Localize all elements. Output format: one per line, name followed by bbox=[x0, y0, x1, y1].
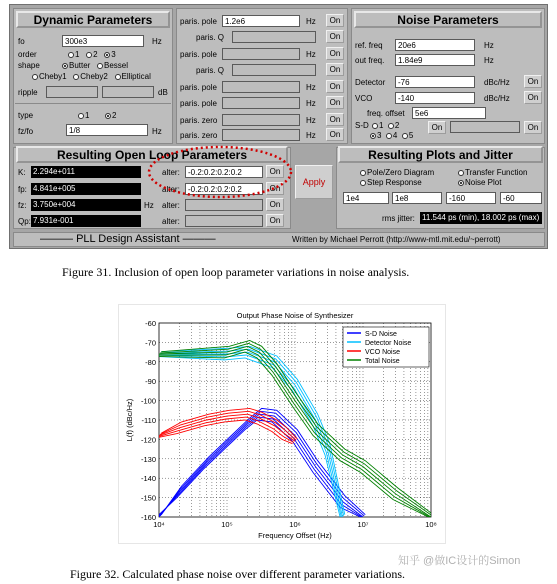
watermark: 知乎 @做IC设计的Simon bbox=[398, 555, 521, 567]
shape-radio-row-2[interactable] bbox=[32, 72, 151, 82]
paris-q-2-input[interactable] bbox=[232, 64, 316, 76]
sd-label: S-D bbox=[355, 121, 369, 130]
ripple-input-2[interactable] bbox=[102, 86, 154, 98]
shape-radio-butter[interactable] bbox=[62, 63, 68, 69]
pole-zero-option-label: Pole/Zero Diagram bbox=[367, 168, 435, 177]
fz-unit: Hz bbox=[144, 201, 154, 210]
ref-freq-input[interactable]: 20e6 bbox=[395, 39, 475, 51]
fp-label: fp: bbox=[18, 185, 27, 194]
x-axis-label: Frequency Offset (Hz) bbox=[258, 531, 332, 540]
alter-3-input[interactable] bbox=[185, 199, 263, 211]
pll-design-assistant-window bbox=[9, 4, 548, 249]
paris-pole-4-unit: Hz bbox=[306, 99, 316, 108]
results-title: Resulting Plots and Jitter bbox=[338, 146, 543, 163]
shape-radio-bessel[interactable] bbox=[97, 63, 103, 69]
paris-zero-2-on-button[interactable]: On bbox=[326, 128, 344, 141]
fz-fo-unit: Hz bbox=[152, 127, 162, 136]
paris-q-2-label: paris. Q bbox=[196, 66, 225, 75]
paris-q-1-label: paris. Q bbox=[196, 33, 225, 42]
x-tick-label: 10⁸ bbox=[425, 520, 437, 529]
paris-pole-3-label: paris. pole bbox=[180, 83, 217, 92]
range-fmin-input[interactable]: 1e4 bbox=[343, 192, 389, 204]
sd-option-1: 1 bbox=[379, 121, 384, 130]
legend-entry: Detector Noise bbox=[365, 340, 412, 347]
sd-on-button-2[interactable]: On bbox=[524, 121, 542, 134]
paris-q-2-on-button[interactable]: On bbox=[326, 63, 344, 76]
order-radio-1[interactable] bbox=[68, 52, 74, 58]
noise-plot-radio[interactable] bbox=[458, 180, 464, 186]
paris-pole-3-on-button[interactable]: On bbox=[326, 80, 344, 93]
y-tick-label: -80 bbox=[145, 357, 156, 367]
k-value: 2.294e+011 bbox=[31, 166, 141, 178]
pole-zero-option[interactable] bbox=[360, 168, 434, 178]
qp-label: Qp: bbox=[18, 217, 31, 226]
paris-pole-2-unit: Hz bbox=[306, 50, 316, 59]
fo-unit: Hz bbox=[152, 37, 162, 46]
vco-on-button[interactable]: On bbox=[524, 91, 542, 104]
paris-zero-2-unit: Hz bbox=[306, 131, 316, 140]
y-tick-label: -70 bbox=[145, 338, 156, 348]
noise-plot-option[interactable] bbox=[458, 178, 501, 188]
type-label: type bbox=[18, 111, 34, 120]
paris-pole-2-label: paris. pole bbox=[180, 50, 217, 59]
shape-option-cheby1: Cheby1 bbox=[39, 72, 67, 81]
figure-31-caption: Figure 31. Inclusion of open loop parameter variations in noise analysis. bbox=[62, 265, 410, 279]
y-axis-label: L(f) (dBc/Hz) bbox=[125, 398, 134, 442]
detector-on-button[interactable]: On bbox=[524, 75, 542, 88]
sd-radio-1[interactable] bbox=[372, 123, 378, 129]
y-tick-label: -140 bbox=[140, 474, 156, 484]
highlight-ellipse bbox=[146, 144, 296, 200]
alter-2-input[interactable]: -0.2:0.2:0.2:0.2 bbox=[185, 183, 263, 195]
alter-2-on-button[interactable]: On bbox=[266, 182, 284, 195]
detector-input[interactable]: -76 bbox=[395, 76, 475, 88]
sd-option-4: 4 bbox=[392, 131, 398, 140]
pole-zero-radio[interactable] bbox=[360, 170, 366, 176]
fp-value: 4.841e+005 bbox=[31, 183, 141, 195]
y-tick-label: -90 bbox=[145, 377, 156, 387]
alter-1-label: alter: bbox=[162, 168, 180, 177]
sd-radio-row-1[interactable] bbox=[372, 121, 399, 131]
alter-2-label: alter: bbox=[162, 185, 180, 194]
sd-radio-2[interactable] bbox=[388, 123, 394, 129]
fz-fo-label: fz/fo bbox=[18, 127, 34, 136]
paris-pole-1-on-button[interactable]: On bbox=[326, 14, 344, 27]
paris-pole-2-on-button[interactable]: On bbox=[326, 47, 344, 60]
fz-value: 3.750e+004 bbox=[31, 199, 141, 211]
order-radio-2[interactable] bbox=[86, 52, 92, 58]
fo-label: fo bbox=[18, 37, 25, 46]
paris-zero-1-on-button[interactable]: On bbox=[326, 113, 344, 126]
step-option[interactable] bbox=[360, 178, 422, 188]
alter-3-label: alter: bbox=[162, 201, 180, 210]
alter-4-input[interactable] bbox=[185, 215, 263, 227]
paris-pole-1-input[interactable]: 1.2e6 bbox=[222, 15, 300, 27]
y-tick-label: -100 bbox=[140, 396, 156, 406]
sd-on-button[interactable]: On bbox=[428, 121, 446, 134]
y-tick-label: -110 bbox=[141, 416, 156, 425]
paris-pole-1-label: paris. pole bbox=[180, 17, 217, 26]
paris-pole-4-label: paris. pole bbox=[180, 99, 217, 108]
shape-option-cheby2: Cheby2 bbox=[80, 72, 108, 81]
shape-radio-cheby2[interactable] bbox=[73, 74, 79, 80]
shape-option-butter: Butter bbox=[69, 61, 91, 70]
sd-radio-row-2[interactable] bbox=[370, 131, 413, 141]
type-radio-1[interactable] bbox=[78, 113, 84, 119]
type-option-1: 1 bbox=[85, 111, 90, 120]
transfer-option[interactable] bbox=[458, 168, 527, 178]
footer-author: Written by Michael Perrott (http://www-mtl.mit.edu/~perrott) bbox=[292, 235, 501, 244]
footer-title: ——— PLL Design Assistant ——— bbox=[40, 233, 216, 245]
dynamic-parameters-title: Dynamic Parameters bbox=[16, 11, 170, 28]
k-label: K: bbox=[18, 168, 26, 177]
shape-radio-elliptical[interactable] bbox=[115, 74, 121, 80]
y-tick-label: -150 bbox=[140, 493, 156, 503]
legend-entry: VCO Noise bbox=[365, 349, 401, 356]
ref-freq-unit: Hz bbox=[484, 41, 494, 50]
transfer-radio[interactable] bbox=[458, 170, 464, 176]
rms-jitter-value: 11.544 ps (min), 18.002 ps (max) bbox=[420, 212, 542, 224]
y-tick-label: -60 bbox=[145, 319, 156, 328]
order-option-1: 1 bbox=[75, 50, 80, 59]
vco-label: VCO bbox=[355, 94, 373, 103]
range-ymin-input[interactable]: -160 bbox=[446, 192, 496, 204]
ref-freq-label: ref. freq bbox=[355, 41, 383, 50]
shape-option-elliptical: Elliptical bbox=[121, 72, 151, 81]
x-tick-label: 10⁴ bbox=[153, 520, 165, 529]
type-option-2: 2 bbox=[112, 111, 117, 120]
order-option-3: 3 bbox=[111, 50, 116, 59]
alter-3-on-button[interactable]: On bbox=[266, 198, 284, 211]
qp-value: 7.931e-001 bbox=[31, 215, 141, 227]
fz-fo-input[interactable]: 1/8 bbox=[66, 124, 148, 136]
ripple-input[interactable] bbox=[46, 86, 98, 98]
open-loop-title: Resulting Open Loop Parameters bbox=[16, 146, 288, 163]
out-freq-label: out freq. bbox=[355, 56, 385, 65]
noise-parameters-title: Noise Parameters bbox=[354, 11, 542, 28]
fz-label: fz: bbox=[18, 201, 27, 210]
freq-offset-input[interactable]: 5e6 bbox=[412, 107, 486, 119]
shape-radio-cheby1[interactable] bbox=[32, 74, 38, 80]
paris-pole-4-input[interactable] bbox=[222, 97, 300, 109]
paris-pole-1-unit: Hz bbox=[306, 17, 316, 26]
shape-radio-row-1[interactable] bbox=[62, 61, 128, 71]
shape-label: shape bbox=[18, 61, 40, 70]
paris-q-1-input[interactable] bbox=[232, 31, 316, 43]
ripple-label: ripple bbox=[18, 88, 38, 97]
phase-noise-chart bbox=[119, 305, 445, 543]
alter-1-input[interactable]: -0.2:0.2:0.2:0.2 bbox=[185, 166, 263, 178]
paris-zero-2-label: paris. zero bbox=[180, 131, 218, 140]
freq-offset-label: freq. offset bbox=[367, 109, 405, 118]
sd-radio-3[interactable] bbox=[370, 133, 376, 139]
ripple-unit: dB bbox=[158, 88, 168, 97]
alter-1-on-button[interactable]: On bbox=[266, 165, 284, 178]
vco-unit: dBc/Hz bbox=[484, 94, 510, 103]
x-tick-label: 10⁶ bbox=[289, 520, 301, 529]
paris-zero-2-input[interactable] bbox=[222, 129, 300, 141]
highlight-ellipse-shape bbox=[149, 147, 291, 197]
shape-option-bessel: Bessel bbox=[104, 61, 129, 70]
y-tick-label: -120 bbox=[140, 435, 156, 445]
paris-pole-3-input[interactable] bbox=[222, 81, 300, 93]
legend-entry: Total Noise bbox=[365, 358, 400, 365]
range-ymax-input[interactable]: -60 bbox=[500, 192, 542, 204]
noise-plot-option-label: Noise Plot bbox=[465, 178, 502, 187]
paris-zero-1-unit: Hz bbox=[306, 116, 316, 125]
sd-radio-5[interactable] bbox=[402, 133, 408, 139]
alter-4-label: alter: bbox=[162, 217, 180, 226]
out-freq-input[interactable]: 1.84e9 bbox=[395, 54, 475, 66]
step-option-label: Step Response bbox=[367, 178, 422, 187]
alter-4-on-button[interactable]: On bbox=[266, 214, 284, 227]
order-label: order bbox=[18, 50, 37, 59]
sd-radio-4[interactable] bbox=[386, 133, 392, 139]
apply-button[interactable]: Apply bbox=[295, 165, 333, 199]
figure-32-caption: Figure 32. Calculated phase noise over different parameter variations. bbox=[70, 567, 405, 581]
detector-label: Detector bbox=[355, 78, 386, 87]
footer-title-text: PLL Design Assistant bbox=[76, 233, 180, 245]
sd-option-3: 3 bbox=[377, 131, 382, 140]
order-option-2: 2 bbox=[93, 50, 98, 59]
paris-pole-3-unit: Hz bbox=[306, 83, 316, 92]
out-freq-unit: Hz bbox=[484, 56, 494, 65]
legend-entry: S-D Noise bbox=[365, 331, 397, 338]
y-tick-label: -160 bbox=[140, 513, 156, 522]
sd-option-2: 2 bbox=[394, 121, 400, 130]
paris-zero-1-input[interactable] bbox=[222, 114, 300, 126]
type-radio-group[interactable] bbox=[78, 111, 116, 121]
dynamic-divider bbox=[15, 103, 171, 104]
type-radio-2[interactable] bbox=[105, 113, 111, 119]
paris-zero-1-label: paris. zero bbox=[180, 116, 218, 125]
detector-unit: dBc/Hz bbox=[484, 78, 510, 87]
x-tick-label: 10⁷ bbox=[357, 520, 369, 529]
paris-pole-4-on-button[interactable]: On bbox=[326, 96, 344, 109]
order-radio-3[interactable] bbox=[104, 52, 110, 58]
paris-pole-2-input[interactable] bbox=[222, 48, 300, 60]
rms-jitter-label: rms jitter: bbox=[382, 214, 415, 223]
fo-input[interactable]: 300e3 bbox=[62, 35, 144, 47]
transfer-option-label: Transfer Function bbox=[465, 168, 528, 177]
x-tick-label: 10⁵ bbox=[221, 520, 233, 529]
step-radio[interactable] bbox=[360, 180, 366, 186]
order-radio-group[interactable] bbox=[68, 50, 116, 60]
vco-input[interactable]: -140 bbox=[395, 92, 475, 104]
sd-input[interactable] bbox=[450, 121, 520, 133]
phase-noise-figure bbox=[118, 304, 446, 544]
paris-q-1-on-button[interactable]: On bbox=[326, 30, 344, 43]
range-fmax-input[interactable]: 1e8 bbox=[392, 192, 442, 204]
chart-title: Output Phase Noise of Synthesizer bbox=[236, 311, 354, 320]
y-tick-label: -130 bbox=[140, 454, 156, 464]
sd-option-5: 5 bbox=[408, 131, 414, 140]
